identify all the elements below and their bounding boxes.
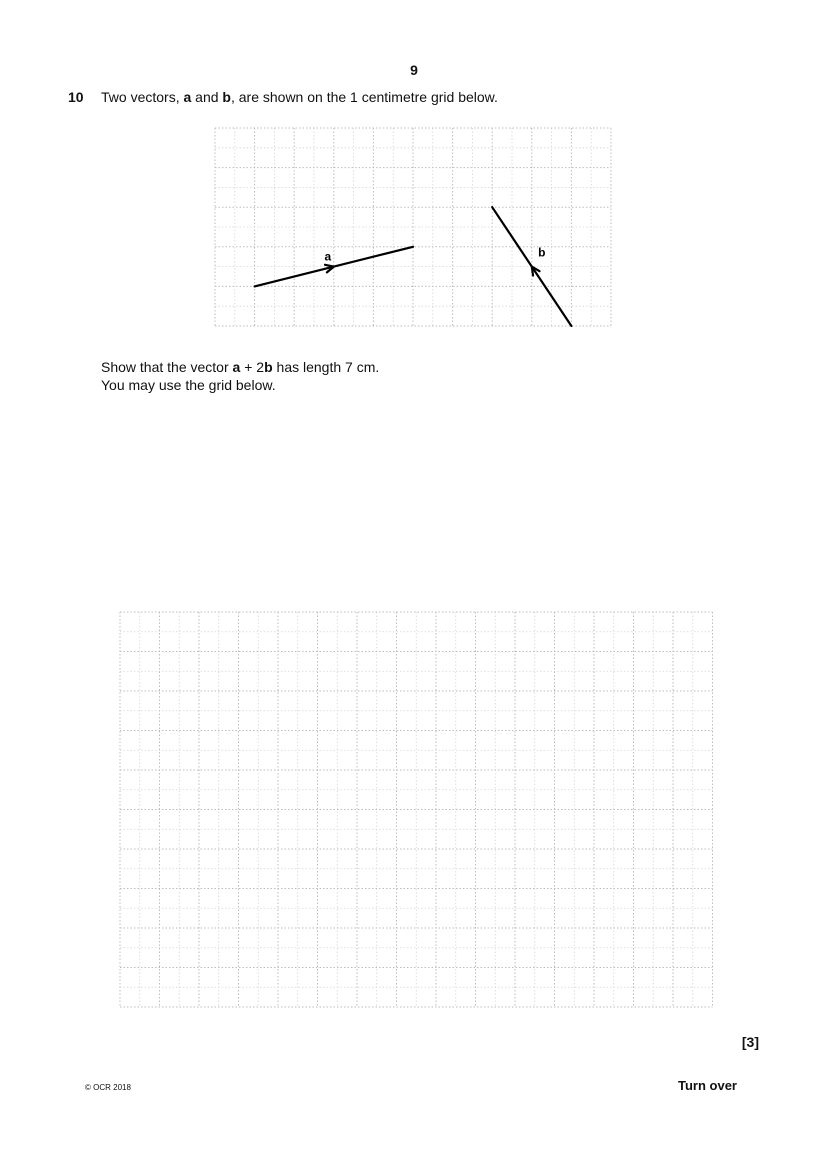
- intro-vector-a: a: [183, 89, 192, 105]
- page-number: 9: [410, 62, 418, 78]
- intro-text-3: , are shown on the 1 centimetre grid below.: [230, 89, 498, 105]
- vector-b-label: b: [538, 245, 546, 260]
- instruction-text-3: has length 7 cm.: [272, 359, 380, 375]
- answer-grid[interactable]: [120, 612, 713, 1007]
- question-instruction: [101, 358, 379, 394]
- instruction-line-1: [101, 358, 379, 376]
- grid-lines: [120, 612, 713, 1007]
- instruction-text-1: Show that the vector: [101, 359, 233, 375]
- copyright-text: © OCR 2018: [85, 1083, 131, 1092]
- vector-a-label: a: [324, 249, 332, 264]
- intro-text-2: and: [191, 89, 223, 105]
- instruction-line-2: You may use the grid below.: [101, 377, 276, 393]
- turn-over-label: Turn over: [678, 1078, 737, 1093]
- vector-grid: [215, 128, 612, 327]
- intro-text-1: Two vectors,: [101, 89, 184, 105]
- question-number: 10: [68, 89, 84, 105]
- instruction-vector-a: a: [232, 359, 241, 375]
- instruction-vector-b: b: [264, 359, 273, 375]
- question-intro: [101, 89, 498, 105]
- intro-vector-b: b: [222, 89, 231, 105]
- instruction-text-2: + 2: [240, 359, 265, 375]
- marks-label: [3]: [741, 1034, 759, 1050]
